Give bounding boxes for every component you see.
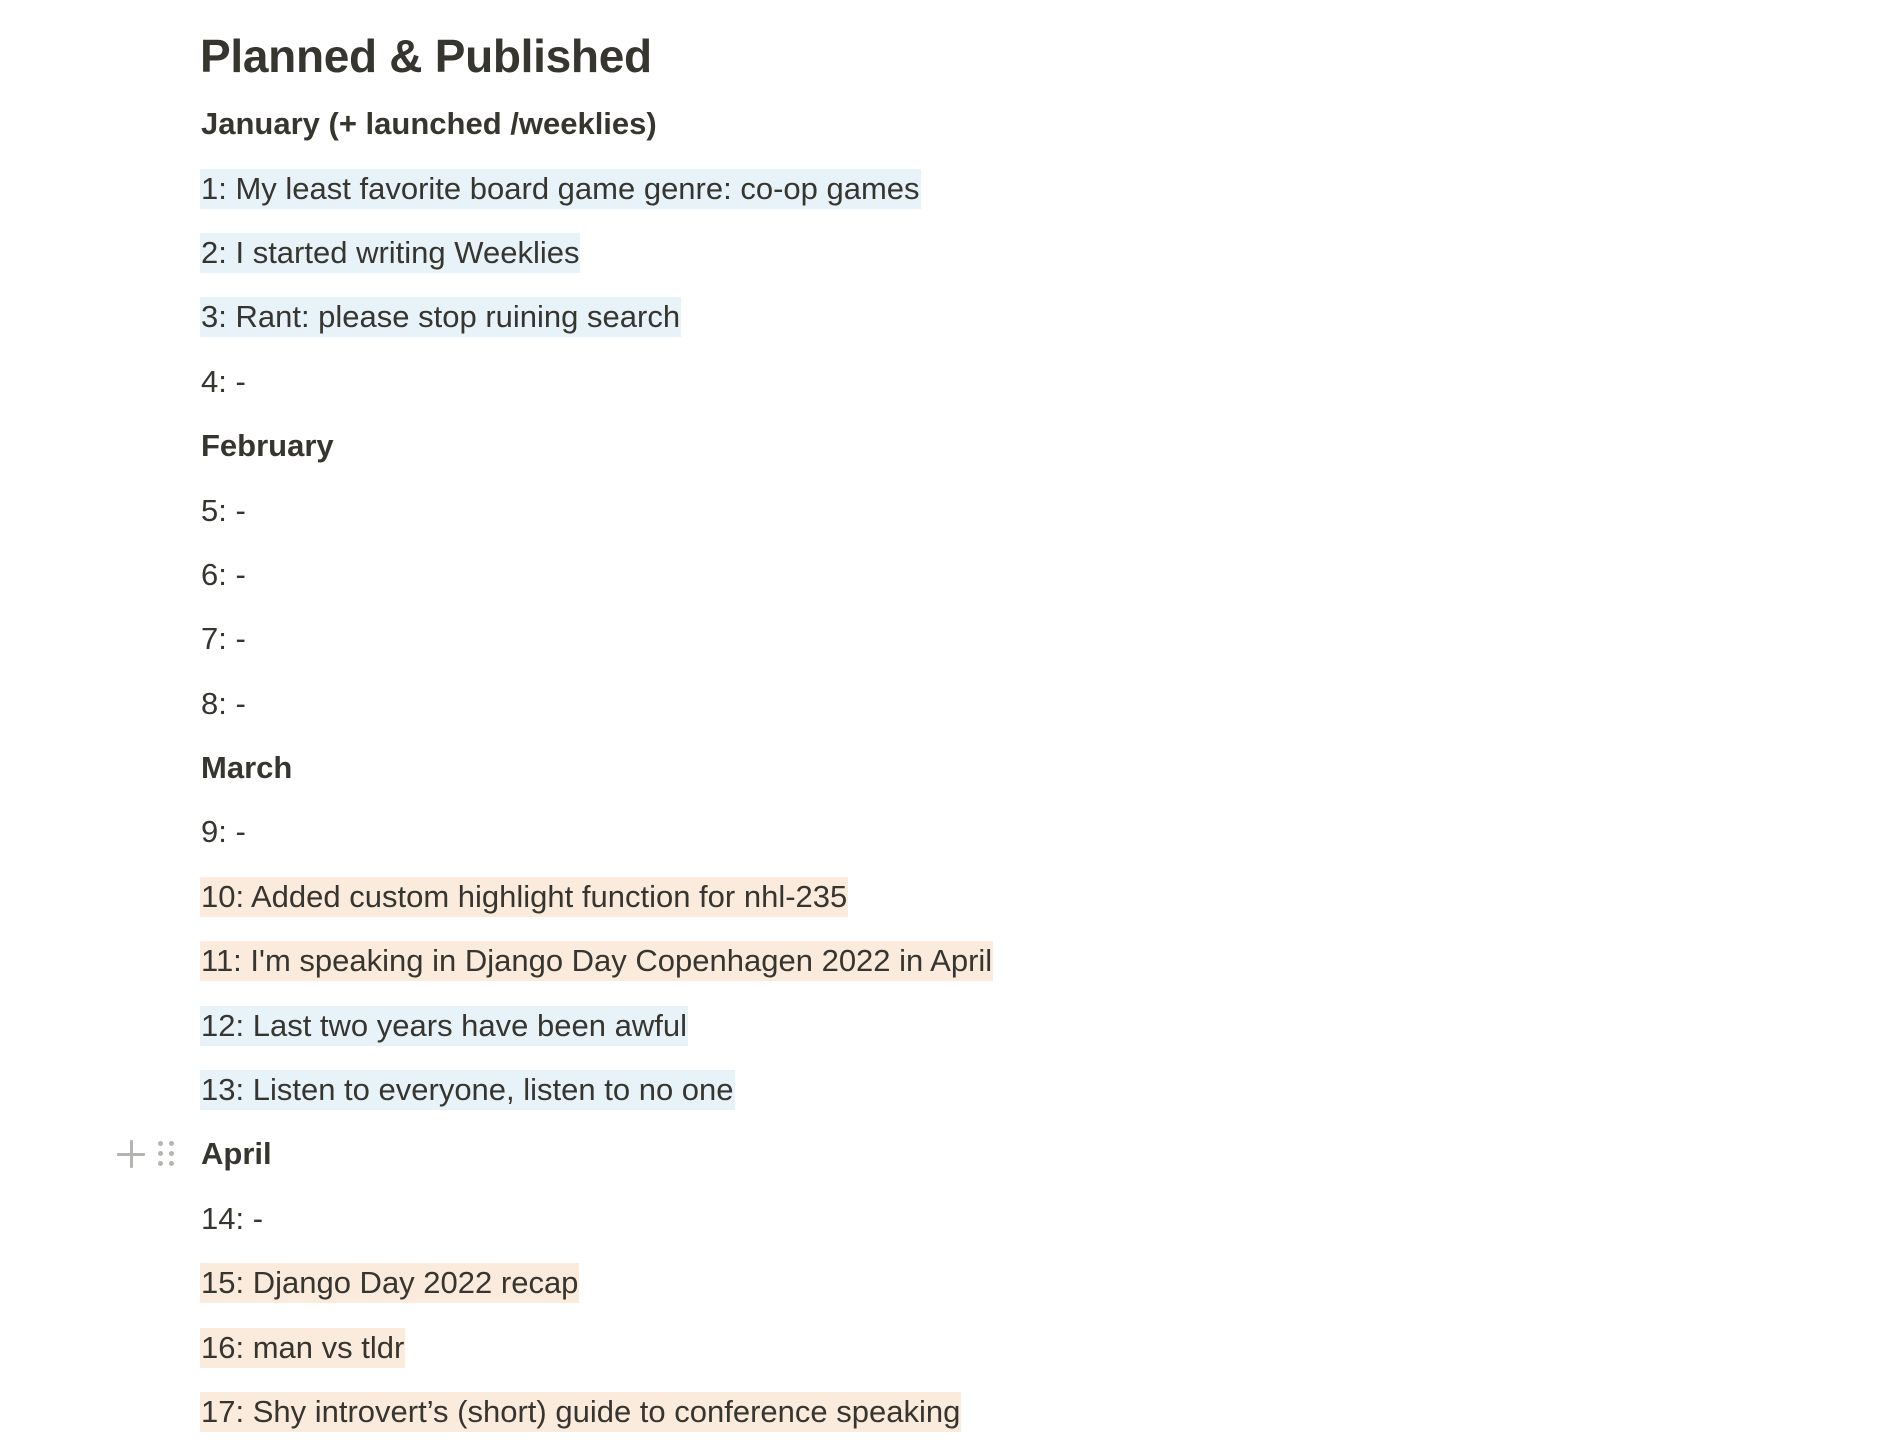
block-controls (114, 1137, 178, 1171)
block-text: 2: I started writing Weeklies (200, 233, 580, 273)
text-block[interactable] (200, 221, 1600, 285)
text-block[interactable] (200, 350, 1600, 414)
text-block[interactable] (200, 1315, 1600, 1379)
section-heading-block[interactable] (200, 92, 1600, 156)
drag-handle-dot (169, 1151, 174, 1156)
section-heading-block[interactable] (200, 414, 1600, 478)
text-block[interactable] (200, 478, 1600, 542)
drag-handle-icon[interactable] (156, 1137, 178, 1171)
block-text: 13: Listen to everyone, listen to no one (200, 1070, 735, 1110)
heading-text: April (201, 1136, 272, 1172)
text-block[interactable] (200, 1058, 1600, 1122)
block-text: 1: My least favorite board game genre: co-op games (200, 169, 921, 209)
drag-handle-dot (158, 1161, 163, 1166)
text-block[interactable] (200, 1251, 1600, 1315)
page-content (200, 24, 1600, 1444)
text-block[interactable] (200, 543, 1600, 607)
heading-text: March (201, 750, 293, 786)
text-block[interactable] (200, 285, 1600, 349)
text-block[interactable] (200, 993, 1600, 1057)
block-text: 6: - (201, 556, 246, 592)
heading-text: January (+ launched /weeklies) (201, 106, 657, 142)
drag-handle-dot (158, 1141, 163, 1146)
text-block[interactable] (200, 1380, 1600, 1444)
block-text: 10: Added custom highlight function for nhl-235 (200, 877, 848, 917)
block-text: 5: - (201, 492, 246, 528)
section-heading-block[interactable] (200, 736, 1600, 800)
block-list (200, 92, 1600, 1444)
text-block[interactable] (200, 1187, 1600, 1251)
text-block[interactable] (200, 156, 1600, 220)
block-text: 14: - (201, 1200, 264, 1236)
block-text: 15: Django Day 2022 recap (200, 1263, 579, 1303)
text-block[interactable] (200, 929, 1600, 993)
section-heading-block[interactable] (200, 1122, 1600, 1186)
text-block[interactable] (200, 672, 1600, 736)
text-block[interactable] (200, 865, 1600, 929)
block-text: 9: - (201, 814, 246, 850)
block-text: 3: Rant: please stop ruining search (200, 297, 681, 337)
heading-text: February (201, 428, 334, 464)
page-title[interactable]: Planned & Published (200, 30, 652, 82)
drag-handle-dot (158, 1151, 163, 1156)
block-text: 4: - (201, 363, 246, 399)
drag-handle-dot (169, 1161, 174, 1166)
block-text: 12: Last two years have been awful (200, 1006, 688, 1046)
block-text: 17: Shy introvert’s (short) guide to conference speaking (200, 1392, 961, 1432)
block-text: 16: man vs tldr (200, 1328, 405, 1368)
block-text: 8: - (201, 685, 246, 721)
text-block[interactable] (200, 800, 1600, 864)
block-text: 7: - (201, 621, 246, 657)
block-text: 11: I'm speaking in Django Day Copenhagen 2022 in April (200, 941, 993, 981)
text-block[interactable] (200, 607, 1600, 671)
drag-handle-dot (169, 1141, 174, 1146)
plus-icon[interactable] (114, 1137, 148, 1171)
